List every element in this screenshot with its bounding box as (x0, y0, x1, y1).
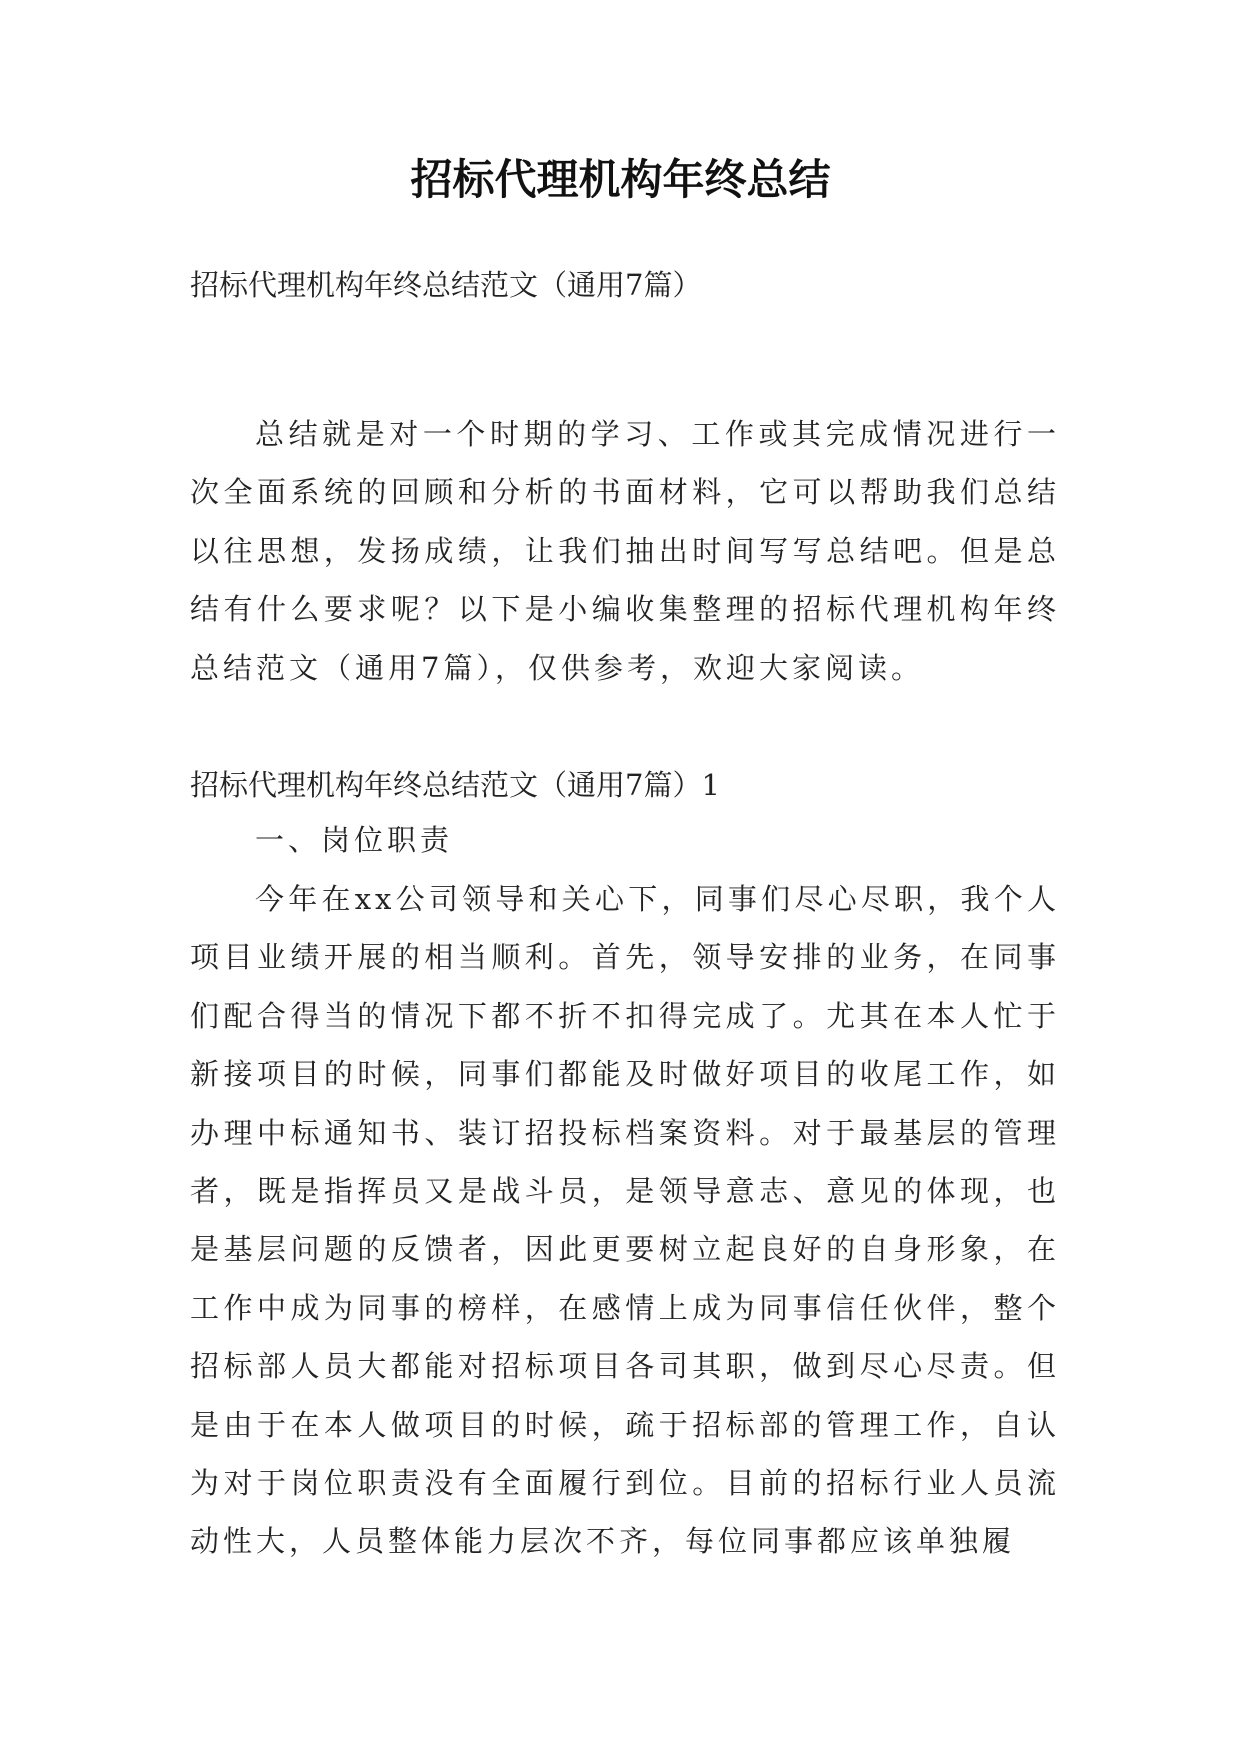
section-heading: 招标代理机构年终总结范文（通用7篇）1 (190, 768, 720, 802)
intro-paragraph: 总结就是对一个时期的学习、工作或其完成情况进行一次全面系统的回顾和分析的书面材料，它可以帮助我们总结以往思想，发扬成绩，让我们抽出时间写写总结吧。但是总结有什么要求呢？以下是小编收集整理的招标代理机构年终总结范文（通用7篇），仅供参考，欢迎大家阅读。 (190, 417, 1060, 685)
document-title: 招标代理机构年终总结 (410, 155, 831, 204)
subsection-heading: 一、岗位职责 (255, 823, 454, 857)
body-paragraph: 今年在xx公司领导和关心下，同事们尽心尽职，我个人项目业绩开展的相当顺利。首先，领导安排的业务，在同事们配合得当的情况下都不折不扣得完成了。尤其在本人忙于新接项目的时候，同事们都能及时做好项目的收尾工作，如办理中标通知书、装订招投标档案资料。对于最基层的管理者，既是指挥员又是战斗员，是领导意志、意见的体现，也是基层问题的反馈者，因此更要树立起良好的自身形象，在工作中成为同事的榜样，在感情上成为同事信任伙伴，整个招标部人员大都能对招标项目各司其职，做到尽心尽责。但是由于在本人做项目的时候，疏于招标部的管理工作，自认为对于岗位职责没有全面履行到位。目前的招标行业人员流动性大，人员整体能力层次不齐，每位同事都应该单独履 (190, 882, 1060, 1559)
document-subtitle: 招标代理机构年终总结范文（通用7篇） (190, 268, 702, 302)
